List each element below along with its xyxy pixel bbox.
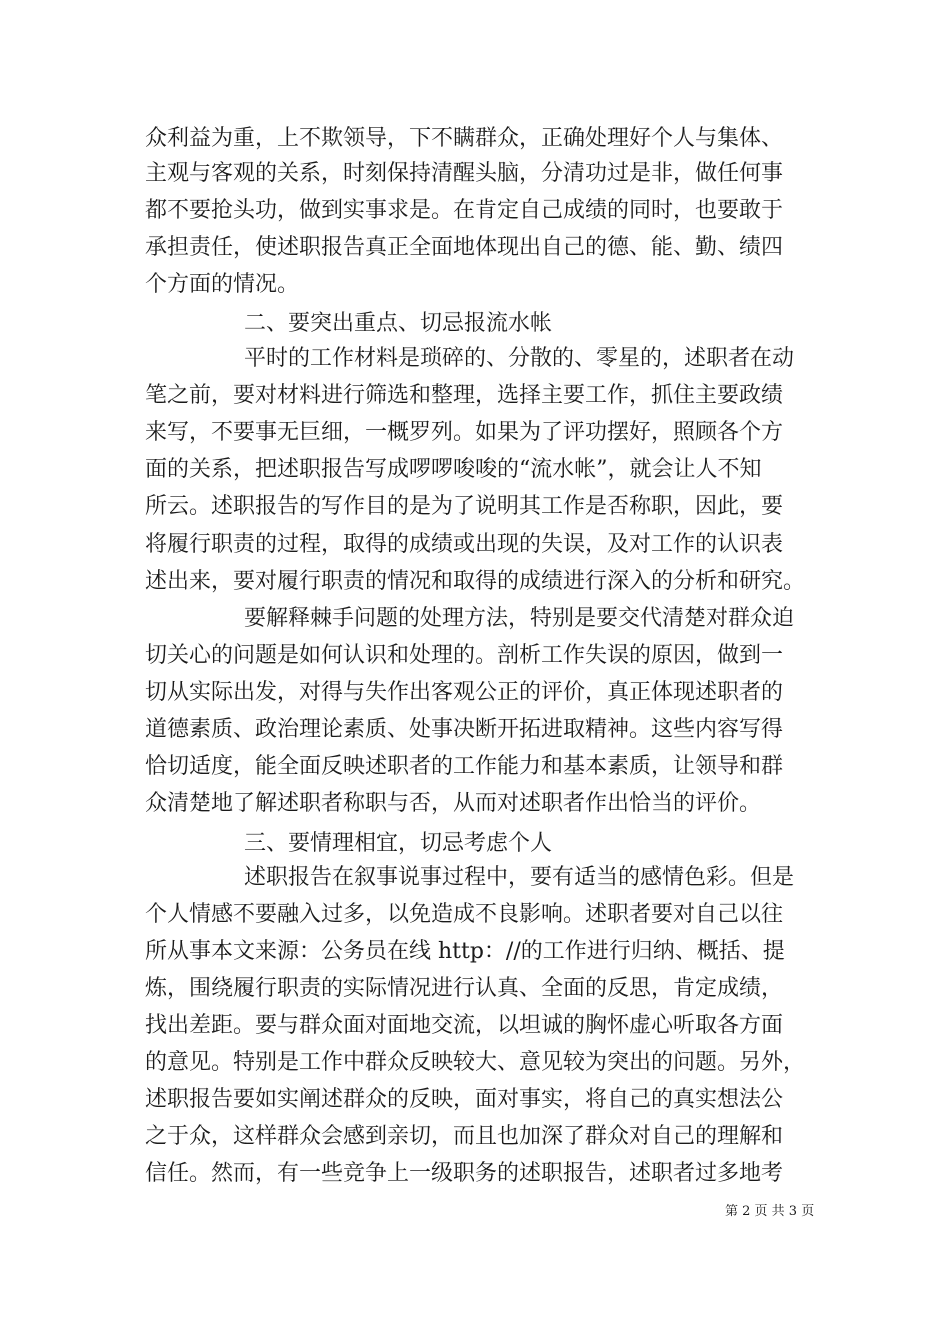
- text-line: 恰切适度，能全面反映述职者的工作能力和基本素质，让领导和群: [145, 754, 784, 779]
- text-line: 找出差距。要与群众面对面地交流，以坦诚的胸怀虚心听取各方面: [145, 1013, 784, 1038]
- text-line: 承担责任，使述职报告真正全面地体现出自己的德、能、勤、绩四: [145, 235, 784, 260]
- text-line: 切关心的问题是如何认识和处理的。剖析工作失误的原因，做到一: [145, 643, 784, 668]
- text-line: 所云。述职报告的写作目的是为了说明其工作是否称职，因此，要: [145, 494, 784, 519]
- text-line: 述职报告要如实阐述群众的反映，面对事实，将自己的真实想法公: [145, 1087, 784, 1112]
- text-line: 所从事本文来源：公务员在线 http：//的工作进行归纳、概括、提: [145, 939, 785, 964]
- text-line: 都不要抢头功，做到实事求是。在肯定自己成绩的同时，也要敢于: [145, 198, 784, 223]
- section-heading: 二、要突出重点、切忌报流水帐: [244, 311, 553, 336]
- text-line: 众清楚地了解述职者称职与否，从而对述职者作出恰当的评价。: [145, 791, 762, 816]
- text-line: 之于众，这样群众会感到亲切，而且也加深了群众对自己的理解和: [145, 1124, 784, 1149]
- text-line: 笔之前，要对材料进行筛选和整理，选择主要工作，抓住主要政绩: [145, 383, 784, 408]
- text-line: 信任。然而，有一些竞争上一级职务的述职报告，述职者过多地考: [145, 1161, 784, 1186]
- text-line: 要解释棘手问题的处理方法，特别是要交代清楚对群众迫: [244, 606, 795, 631]
- text-line: 平时的工作材料是琐碎的、分散的、零星的，述职者在动: [244, 346, 795, 371]
- text-line: 切从实际出发，对得与失作出客观公正的评价，真正体现述职者的: [145, 680, 784, 705]
- text-line: 面的关系，把述职报告写成啰啰唆唆的“流水帐”，就会让人不知: [145, 457, 762, 482]
- text-line: 述出来，要对履行职责的情况和取得的成绩进行深入的分析和研究。: [145, 569, 806, 594]
- text-line: 的意见。特别是工作中群众反映较大、意见较为突出的问题。另外，: [145, 1050, 806, 1075]
- text-line: 炼，围绕履行职责的实际情况进行认真、全面的反思，肯定成绩，: [145, 976, 784, 1001]
- text-line: 道德素质、政治理论素质、处事决断开拓进取精神。这些内容写得: [145, 717, 784, 742]
- text-line: 来写，不要事无巨细，一概罗列。如果为了评功摆好，照顾各个方: [145, 420, 784, 445]
- text-line: 主观与客观的关系，时刻保持清醒头脑，分清功过是非，做任何事: [145, 161, 784, 186]
- text-line: 个方面的情况。: [145, 272, 300, 297]
- text-line: 众利益为重，上不欺领导，下不瞒群众，正确处理好个人与集体、: [145, 126, 784, 151]
- section-heading: 三、要情理相宜，切忌考虑个人: [244, 831, 553, 856]
- page-number: 第 2 页 共 3 页: [725, 1204, 815, 1219]
- text-line: 将履行职责的过程，取得的成绩或出现的失误，及对工作的认识表: [145, 532, 784, 557]
- text-line: 个人情感不要融入过多，以免造成不良影响。述职者要对自己以往: [145, 902, 784, 927]
- text-line: 述职报告在叙事说事过程中，要有适当的感情色彩。但是: [244, 865, 795, 890]
